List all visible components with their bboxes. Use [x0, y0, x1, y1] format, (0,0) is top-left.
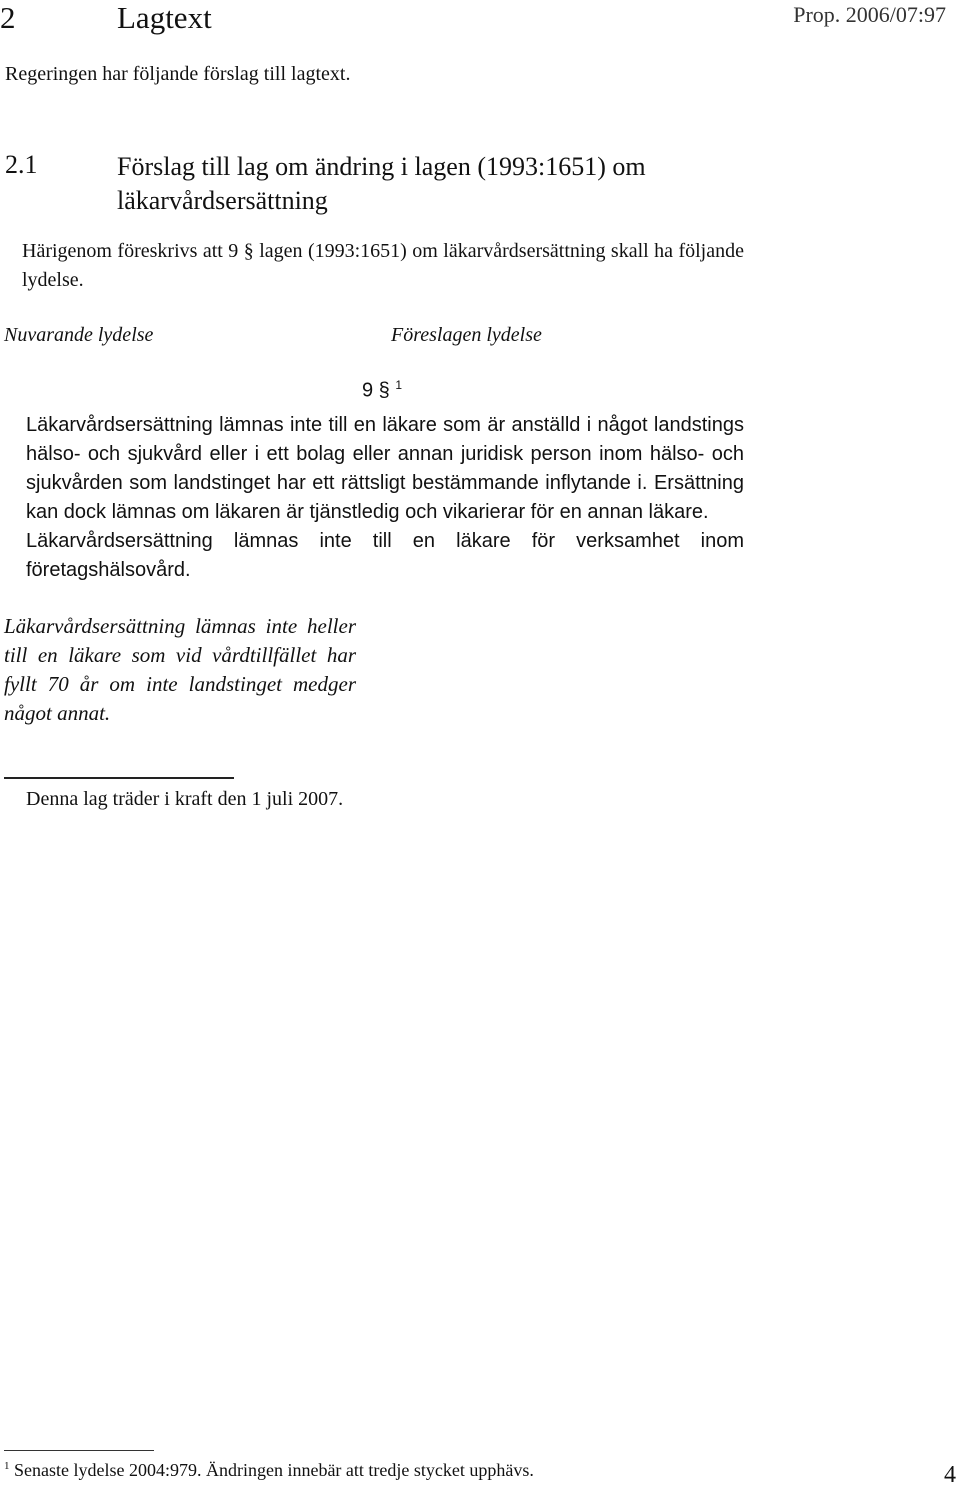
statute-paragraph-2: Läkarvårdsersättning lämnas inte till en läkare för verksamhet inom företagshälsovård. — [26, 530, 744, 581]
footnote-separator — [4, 1450, 154, 1451]
page-number: 4 — [944, 1462, 956, 1488]
intro-text: Regeringen har följande förslag till lagtext. — [5, 63, 351, 85]
proposition-reference: Prop. 2006/07:97 — [793, 2, 946, 27]
footnote-marker: 1 — [4, 1460, 10, 1472]
lead-text: Härigenom föreskrivs att 9 § lagen (1993:1651) om läkarvårdsersättning skall ha följande lydelse. — [22, 240, 744, 291]
column-heading-current: Nuvarande lydelse — [4, 324, 154, 346]
separator-line — [4, 777, 234, 779]
column-heading-proposed: Föreslagen lydelse — [391, 324, 542, 346]
statute-paragraph-3-current: Läkarvårdsersättning lämnas inte heller till en läkare som vid vårdtillfället har fyllt 70 år om inte landstinget medger något annat. — [4, 614, 356, 725]
paragraph-mark — [362, 378, 402, 403]
footnote-text: Senaste lydelse 2004:979. Ändringen innebär att tredje stycket upphävs. — [14, 1460, 534, 1480]
entry-into-force: Denna lag träder i kraft den 1 juli 2007. — [26, 788, 344, 810]
footnote-reference: 1 — [395, 378, 403, 392]
section-number: 2 — [0, 0, 16, 35]
subsection-title: Förslag till lag om ändring i lagen (1993:1651) om läkarvårdsersättning — [117, 152, 646, 215]
statute-paragraph-1: Läkarvårdsersättning lämnas inte till en läkare som är anställd i något landstings hälso- och sjukvård eller i ett bolag eller annan juridisk person inom hälso- och sjukvården som landstinget har ett rättsligt bestämmande inflytande i. Ersättning kan dock lämnas om läkaren är tjänstledig och vikarierar för en annan läkare. — [26, 414, 744, 523]
section-title: Lagtext — [117, 0, 212, 35]
statute-body — [4, 411, 744, 585]
footnote — [4, 1460, 534, 1481]
subsection-number: 2.1 — [5, 150, 38, 179]
paragraph-label: 9 § — [362, 379, 390, 402]
